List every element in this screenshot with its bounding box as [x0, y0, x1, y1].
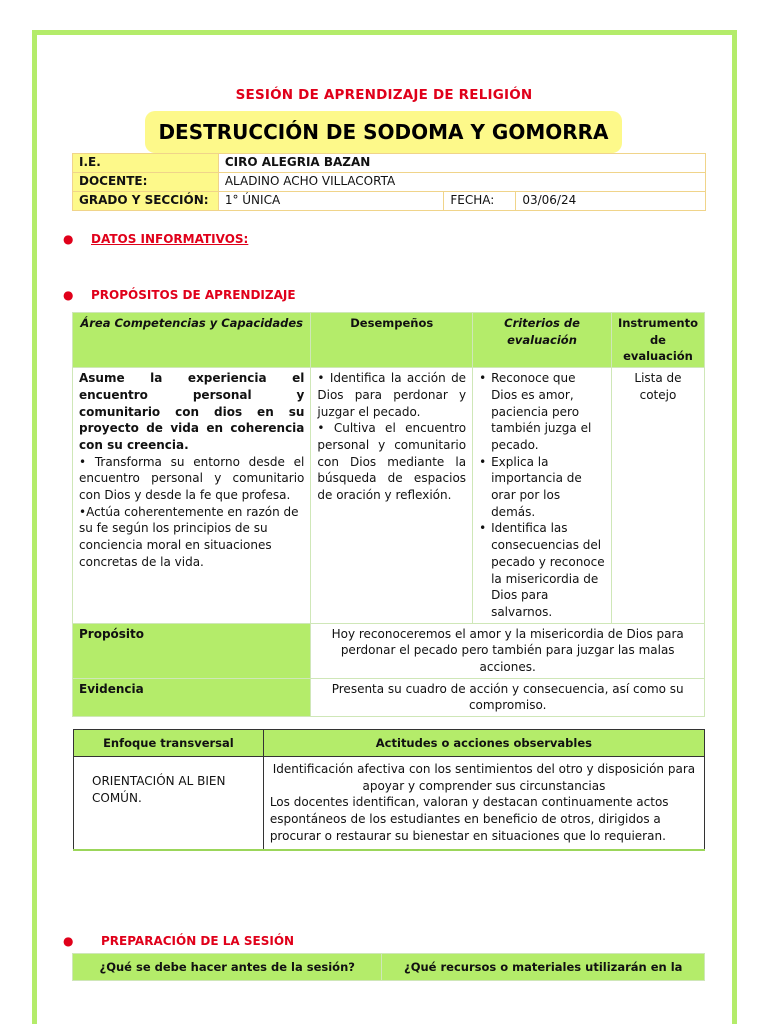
instrumento-value: Lista de cotejo	[611, 368, 704, 624]
prep-header-antes: ¿Qué se debe hacer antes de la sesión?	[73, 954, 382, 981]
capacidad-2: •Actúa coherentemente en razón de su fe según los principios de su conciencia moral en situaciones concretas de la vida.	[79, 504, 299, 569]
desempeno-1: • Identifica la acción de Dios para perdonar y juzgar el pecado.	[317, 371, 467, 419]
criterio-item: • Explica la importancia de orar por los demás.	[479, 454, 605, 521]
desempeno-2: • Cultiva el encuentro personal y comunitario con Dios mediante la búsqueda de espacios de oración y reflexión.	[317, 421, 467, 503]
header-desempenos: Desempeños	[311, 313, 473, 368]
prep-header-recursos: ¿Qué recursos o materiales utilizarán en la	[382, 954, 705, 981]
docente-value: ALADINO ACHO VILLACORTA	[218, 173, 705, 192]
actitud-2: Los docentes identifican, valoran y destacan continuamente actos espontáneos de los estudiantes en beneficio de otros, dirigidos a procurar o restaurar su bienestar en situaciones que lo requieran.	[269, 795, 669, 843]
info-table	[72, 153, 706, 211]
criterios-cell	[473, 368, 612, 624]
header-criterios: Criterios de evaluación	[473, 313, 612, 368]
session-title-banner: DESTRUCCIÓN DE SODOMA Y GOMORRA	[145, 111, 622, 153]
header-area: Área Competencias y Capacidades	[73, 313, 311, 368]
criterio-item: • Identifica las consecuencias del pecado y reconoce la misericordia de Dios para salvarnos.	[479, 520, 605, 620]
competencia-text: Asume la experiencia el encuentro personal y comunitario con dios en su proyecto de vida en coherencia con su creencia.	[79, 371, 305, 452]
proposito-label: Propósito	[73, 623, 311, 678]
grado-label: GRADO Y SECCIÓN:	[73, 192, 219, 211]
ie-value: CIRO ALEGRIA BAZAN	[218, 154, 705, 173]
enfoque-value: ORIENTACIÓN AL BIEN COMÚN.	[74, 757, 264, 850]
bullet-icon: ●	[63, 934, 74, 948]
fecha-value: 03/06/24	[516, 192, 706, 211]
document-title: SESIÓN DE APRENDIZAJE DE RELIGIÓN	[235, 87, 533, 103]
fecha-label: FECHA:	[444, 192, 516, 211]
competencias-table	[72, 312, 705, 717]
section-datos-informativos: ● DATOS INFORMATIVOS:	[63, 232, 249, 246]
header-actitudes: Actitudes o acciones observables	[263, 730, 704, 757]
evidencia-text: Presenta su cuadro de acción y consecuencia, así como su compromiso.	[311, 678, 705, 716]
ie-label: I.E.	[73, 154, 219, 173]
desempenos-cell	[311, 368, 473, 624]
section-preparacion: ● PREPARACIÓN DE LA SESIÓN	[63, 934, 295, 948]
grado-value: 1° ÚNICA	[218, 192, 444, 211]
bullet-icon: ●	[63, 288, 74, 302]
bullet-icon: ●	[63, 232, 74, 246]
actitud-1: Identificación afectiva con los sentimientos del otro y disposición para apoyar y comprender sus circunstancias	[272, 762, 696, 793]
proposito-text: Hoy reconoceremos el amor y la misericordia de Dios para perdonar el pecado pero también para juzgar las malas acciones.	[311, 623, 705, 678]
evidencia-label: Evidencia	[73, 678, 311, 716]
preparacion-table	[72, 953, 705, 981]
capacidad-1: • Transforma su entorno desde el encuentro personal y comunitario con Dios y desde la fe que profesa.	[79, 454, 305, 503]
docente-label: DOCENTE:	[73, 173, 219, 192]
criterio-item: • Reconoce que Dios es amor, paciencia pero también juzga el pecado.	[479, 370, 605, 454]
section-propositos: ● PROPÓSITOS DE APRENDIZAJE	[63, 288, 296, 302]
actitudes-cell	[263, 757, 704, 850]
header-enfoque: Enfoque transversal	[74, 730, 264, 757]
header-instrumento: Instrumento de evaluación	[611, 313, 704, 368]
competencia-cell	[73, 368, 311, 624]
enfoque-table	[73, 729, 705, 851]
